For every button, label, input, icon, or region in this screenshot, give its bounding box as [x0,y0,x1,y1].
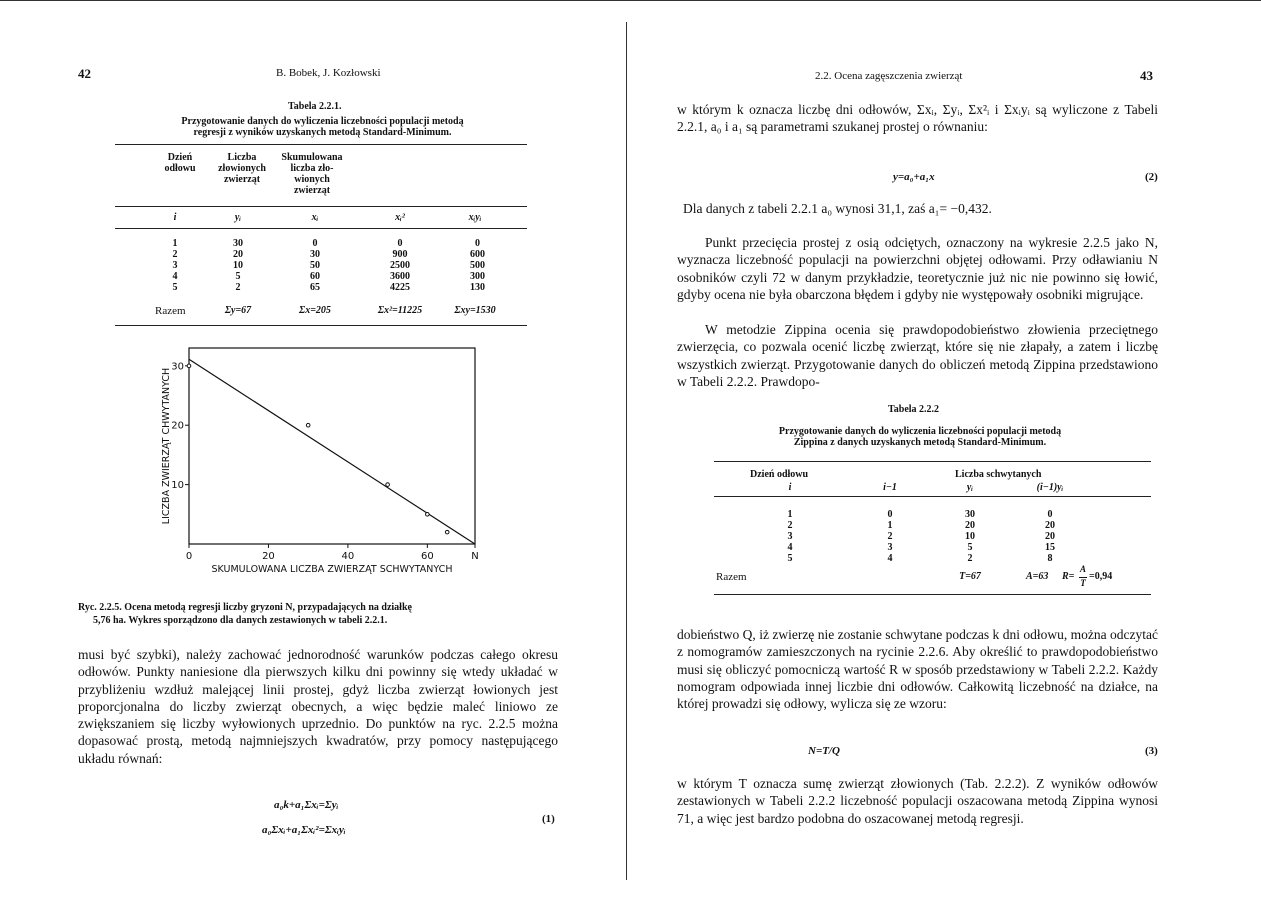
total-x2: Σx²=11225 [377,305,423,316]
table-rule-symbols [115,228,527,229]
r3c2: 10 [233,260,243,271]
y-tick-label: 10 [171,480,184,492]
t2r4c1: 4 [787,542,793,553]
t2r4c2: 3 [887,542,893,553]
left-page-number: 42 [78,66,91,81]
t2r2c2: 1 [887,520,893,531]
right-para3: Punkt przecięcia prostej z osią odciętych, oznaczony na wykresie 2.2.5 jako N, wyznacza liczebność populacji na powierzchni objętej odłowami. Przy odławianiu N osobników czyli 72 w danym przykładzie, teoretycznie już nic nie powinno się łowić, gdyby ocena nie była obarczona błędem i gdyby nie występowały osobniki migrujące. [677,235,1158,302]
total-y: Σy=67 [224,305,252,316]
symbol-i: i [173,212,177,223]
table2-header-group: Liczba schwytanych [955,469,1042,480]
table2-rule-bottom [714,594,1151,595]
total-x: Σx=205 [299,305,331,316]
left-running-head: B. Bobek, J. Kozłowski [276,67,381,79]
table2-symbol-i-1: i−1 [883,482,897,493]
right-para6: w którym T oznacza sumę zwierząt złowionych (Tab. 2.2.2). Z wyników odłowów zestawionych w Tabeli 2.2.2 liczebność populacji oszacowana metodą Zippina wynosi 71, a więc jest bardzo podobna do oszacowanej metodą regresji. [677,776,1158,826]
right-page-number: 43 [1140,68,1153,83]
t2r5c1: 5 [787,553,793,564]
header-col2-line2: złowionych [218,163,266,174]
symbol-x2: xᵢ² [395,212,405,223]
equation-3-number: (3) [1145,745,1158,757]
left-body-text-block [78,646,558,767]
r5c2: 2 [235,282,241,293]
table2-rule-top [714,461,1151,462]
r2c2: 20 [233,249,243,260]
t2r2c3: 20 [965,520,975,531]
table2-symbol-iy: (i−1)yᵢ [1036,482,1064,493]
t2r1c2: 0 [887,509,893,520]
r4c4: 3600 [390,271,410,282]
data-point [306,423,310,427]
right-para2-block [683,200,1158,217]
table2-R-value: =0,94 [1089,571,1113,582]
right-para2: Dla danych z tabeli 2.2.1 a₀ wynosi 31,1, zaś a₁= −0,432. [683,201,992,216]
y-tick-label: 30 [171,361,184,373]
t2r4c4: 15 [1045,542,1055,553]
header-col1-line1: Dzień [167,152,193,163]
x-tick-label: N [471,551,479,562]
plot-frame [189,348,475,544]
header-col2-line3: zwierząt [223,174,261,185]
header-col3-line4: zwierząt [293,185,331,196]
symbol-xy: xᵢyᵢ [468,212,482,223]
t2r2c4: 20 [1045,520,1055,531]
table2-symbol-i: i [788,482,792,493]
figure-caption-line1: Ryc. 2.2.5. Ocena metodą regresji liczby gryzoni N, przypadających na działkę [78,602,412,613]
x-tick-label: 20 [262,551,275,562]
table-rule-top [115,144,527,145]
page-gutter [626,22,627,880]
table-2-2-1-number: Tabela 2.2.1. [288,101,342,112]
r5c1: 5 [172,282,178,293]
r5c3: 65 [310,282,320,293]
table-rule-bottom [115,325,527,326]
r1c5: 0 [475,238,480,249]
table2-header-col1: Dzień odłowu [750,469,809,480]
r1c1: 1 [172,238,178,249]
table-2-2-1-caption-line1: Przygotowanie danych do wyliczenia liczebności populacji metodą [181,116,464,127]
r5c4: 4225 [390,282,410,293]
r2c4: 900 [392,249,408,260]
t2r5c4: 8 [1047,553,1053,564]
t2r3c2: 2 [887,531,893,542]
right-para1-block [677,101,1158,136]
table2-R-num: A [1079,564,1086,574]
equation-1-number: (1) [542,813,555,825]
table2-total-label: Razem [716,571,747,583]
header-col1-line2: odłowu [164,163,196,174]
right-running-head: 2.2. Ocena zagęszczenia zwierząt [815,70,963,82]
data-point [386,483,390,487]
table-2-2-2-caption-line1: Przygotowanie danych do wyliczenia liczebności populacji metodą [778,426,1062,437]
equation-1-line2: a₀Σxᵢ+a₁Σxᵢ²=Σxᵢyᵢ [262,824,346,836]
x-tick-label: 60 [420,551,434,562]
r4c1: 4 [172,271,178,282]
right-para6-block [677,775,1158,827]
t2r3c1: 3 [787,531,793,542]
r2c3: 30 [310,249,320,260]
r2c1: 2 [172,249,178,260]
x-tick-label: 40 [341,551,355,562]
r4c3: 60 [310,271,320,282]
right-para4-block [677,321,1158,390]
t2r5c3: 2 [967,553,973,564]
data-point [445,530,449,534]
x-axis-label: SKUMULOWANA LICZBA ZWIERZĄT SCHWYTANYCH [211,564,453,575]
total-xy: Σxy=1530 [454,305,496,316]
left-body-paragraph: musi być szybki), należy zachować jednorodność warunków podczas całego okresu odłowów. Punkty naniesione dla pierwszych kilku dni powinny się wtedy układać w przybliżeniu wzdłuż malejącej linii prostej, gdyż liczba zwierząt łowionych jest proporcjonalna do liczby zwierząt obecnych, a więc będzie maleć liniowo ze zwiększaniem się liczby wyłowionych uprzednio. Do punktów na ryc. 2.2.5 można dopasować prostą, metodą najmniejszych kwadratów, przy pomocy następującego układu równań: [78,647,558,766]
y-tick-label: 20 [171,420,184,432]
right-para5-block [677,626,1158,712]
right-para1: w którym k oznacza liczbę dni odłowów, Σxᵢ, Σyᵢ, Σx²ᵢ i Σxᵢyᵢ są wyliczone z Tabeli 2.2.1, a₀ i a₁ są parametrami szukanej prostej o równaniu: [677,102,1158,135]
regression-line [189,359,475,544]
t2r1c4: 0 [1047,509,1053,520]
header-col3-line1: Skumulowana [281,152,343,163]
t2r1c3: 30 [965,509,975,520]
r3c1: 3 [172,260,178,271]
data-point [426,513,430,517]
r3c4: 2500 [390,260,410,271]
t2r1c1: 1 [787,509,793,520]
right-para3-block [677,234,1158,303]
t2r5c2: 4 [887,553,893,564]
header-col2-line1: Liczba [227,152,257,163]
t2r3c3: 10 [965,531,975,542]
r3c3: 50 [310,260,320,271]
r3c5: 500 [470,260,485,271]
table2-R-label: R= [1062,571,1075,582]
right-para4: W metodzie Zippina ocenia się prawdopodobieństwo złowienia przeciętnego zwierzęcia, co pozwala ocenić liczbę zwierząt, które się nie złapały, a zatem i liczbę wszystkich zwierząt. Przygotowanie danych do obliczeń metodą Zippina przedstawiono w Tabeli 2.2.2. Prawdopo- [677,322,1158,389]
data-point [187,364,191,368]
table2-total-A: A=63 [1026,571,1049,582]
table2-symbol-y: yᵢ [966,482,974,493]
header-col3-line3: wionych [294,174,330,185]
regression-chart [155,340,485,580]
table2-total-T: T=67 [959,571,981,582]
table-2-2-1-caption-line2: regresji z wyników uzyskanych metodą Standard-Minimum. [193,127,452,138]
t2r4c3: 5 [967,542,973,553]
equation-2-number: (2) [1145,171,1158,183]
figure-caption-line2: 5,76 ha. Wykres sporządzono dla danych zestawionych w tabeli 2.2.1. [93,615,388,626]
r1c2: 30 [233,238,243,249]
y-axis-label: LICZBA ZWIERZĄT CHWYTANYCH [161,367,172,525]
table2-R-den: T [1080,578,1086,588]
t2r2c1: 2 [787,520,793,531]
equation-1-line1: a₀k+a₁Σxᵢ=Σyᵢ [274,799,339,811]
header-col3-line2: liczba zło- [290,163,334,174]
right-para5: dobieństwo Q, iż zwierzę nie zostanie schwytane podczas k dni odłowu, można odczytać z nomogramów zamieszczonych na rycinie 2.2.6. Aby określić to prawdopodobieństwo musi się obliczyć pomocniczą wartość R w sposób przedstawiony w Tabeli 2.2.2. Każdy nomogram odpowiada innej liczbie dni odłowów. Całkowitą liczebność na działce, na której prowadzi się odłowy, wylicza się ze wzoru: [677,627,1158,712]
r1c4: 0 [397,238,403,249]
table-rule-header [115,206,527,207]
symbol-x: xᵢ [311,212,319,223]
table-2-2-2-caption-line2: Zippina z danych uzyskanych metodą Standard-Minimum. [793,437,1047,448]
r4c5: 300 [470,271,485,282]
scan-top-edge [0,0,1261,1]
table-2-2-2-number: Tabela 2.2.2 [888,404,940,415]
equation-3: N=T/Q [808,745,840,757]
r4c2: 5 [235,271,241,282]
x-tick-label: 0 [185,551,193,562]
table2-rule-header [714,496,1151,497]
equation-2: y=a₀+a₁x [893,171,935,183]
r2c5: 600 [470,249,485,260]
r1c3: 0 [312,238,318,249]
t2r3c4: 20 [1045,531,1055,542]
symbol-y: yᵢ [234,212,242,223]
r5c5: 130 [470,282,485,293]
total-label: Razem [155,305,186,317]
